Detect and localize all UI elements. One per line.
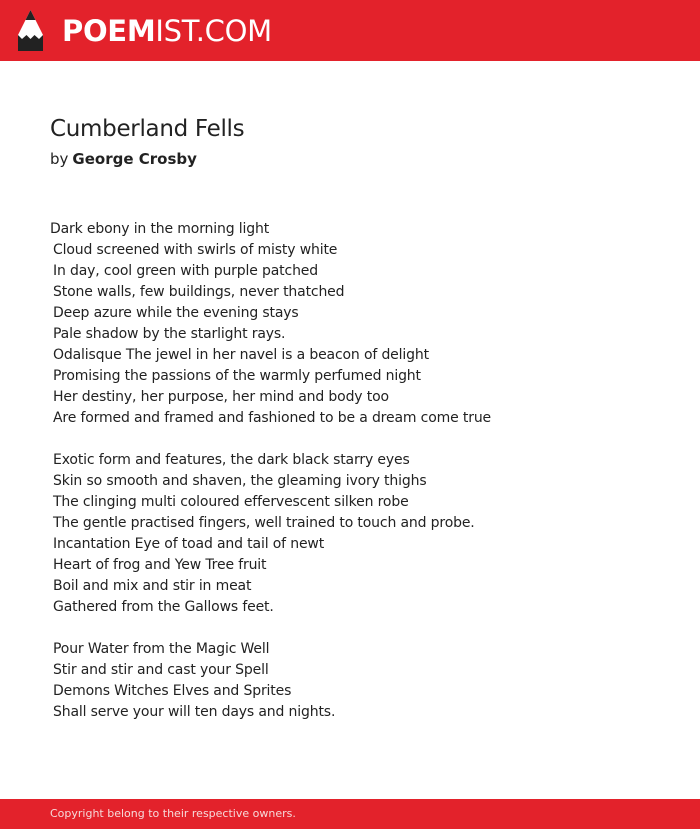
poem-body [50, 219, 491, 723]
by-label: by [50, 150, 69, 168]
poem-line: Odalisque The jewel in her navel is a beacon of delight [53, 347, 429, 363]
poem-title: Cumberland Fells [50, 116, 245, 142]
poem-author: George Crosby [72, 150, 197, 168]
poem-line: Demons Witches Elves and Sprites [53, 683, 292, 699]
poem-line: Are formed and framed and fashioned to be a dream come true [53, 410, 492, 426]
poem-line: Exotic form and features, the dark black starry eyes [53, 452, 410, 468]
logo-thin-text: IST.COM [155, 14, 272, 48]
stanza-break [50, 429, 491, 450]
poem-line: Dark ebony in the morning light [50, 221, 270, 237]
copyright-text: Copyright belong to their respective owners. [50, 807, 296, 820]
poem-byline [50, 149, 197, 169]
site-header [0, 0, 700, 61]
poem-line: In day, cool green with purple patched [53, 263, 318, 279]
poem-line: The gentle practised fingers, well trained to touch and probe. [53, 515, 475, 531]
poem-line: Pale shadow by the starlight rays. [53, 326, 286, 342]
poem-line: Stone walls, few buildings, never thatched [53, 284, 345, 300]
poem-line: Gathered from the Gallows feet. [53, 599, 274, 615]
logo-bold-text: POEM [62, 14, 156, 48]
poem-line: Boil and mix and stir in meat [53, 578, 252, 594]
stanza-break [50, 618, 491, 639]
poem-line: Cloud screened with swirls of misty white [53, 242, 338, 258]
poem-line: The clinging multi coloured effervescent silken robe [53, 494, 409, 510]
pencil-tip-icon [18, 10, 43, 51]
poem-line: Incantation Eye of toad and tail of newt [53, 536, 325, 552]
poem-line: Deep azure while the evening stays [53, 305, 299, 321]
site-logo[interactable] [62, 13, 272, 49]
poem-line: Skin so smooth and shaven, the gleaming ivory thighs [53, 473, 427, 489]
poem-line: Shall serve your will ten days and nights. [53, 704, 336, 720]
site-footer [0, 799, 700, 829]
poem-line: Heart of frog and Yew Tree fruit [53, 557, 267, 573]
poem-line: Promising the passions of the warmly perfumed night [53, 368, 421, 384]
poem-line: Stir and stir and cast your Spell [53, 662, 269, 678]
poem-line: Pour Water from the Magic Well [53, 641, 270, 657]
poem-line: Her destiny, her purpose, her mind and body too [53, 389, 389, 405]
